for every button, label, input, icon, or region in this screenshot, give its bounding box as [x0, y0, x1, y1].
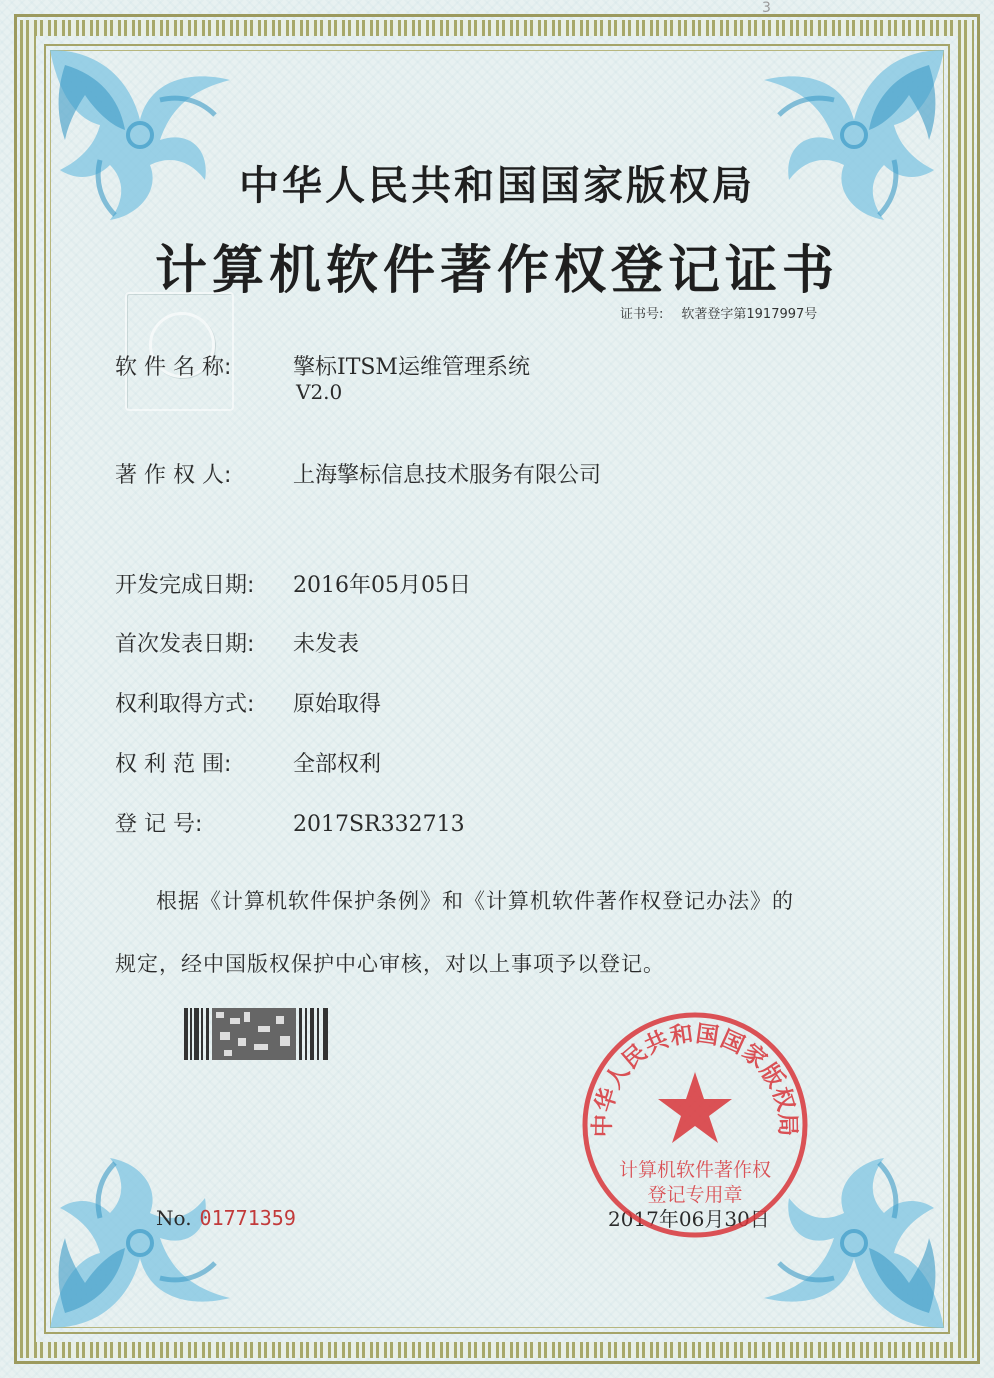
field-completion-date [115, 568, 471, 599]
official-seal-icon [580, 1010, 810, 1240]
field-value: 上海擎标信息技术服务有限公司 [293, 463, 602, 488]
cert-no-label: 证书号: [620, 307, 664, 322]
field-label: 权利取得方式: [115, 692, 255, 717]
marginal-note: 3 [762, 0, 771, 16]
cert-no-value: 软著登字第1917997号 [681, 307, 818, 322]
certificate-number [620, 303, 817, 322]
field-label: 著 作 权 人: [115, 463, 232, 488]
barcode-icon [184, 1008, 330, 1060]
statement-line-1: 根据《计算机软件保护条例》和《计算机软件著作权登记办法》的 [156, 889, 794, 913]
field-value: 2017SR332713 [293, 812, 465, 837]
software-version: V2.0 [296, 380, 343, 404]
seal-inner-line-2: 登记专用章 [647, 1184, 743, 1206]
serial-label: No. [156, 1206, 192, 1230]
issue-date: 2017年06月30日 [608, 1207, 770, 1231]
field-value: 原始取得 [293, 692, 382, 717]
field-value: 2016年05月05日 [293, 573, 471, 598]
corner-ornament-icon [40, 1138, 240, 1338]
field-value: 擎标ITSM运维管理系统 [293, 355, 530, 380]
field-registration-no [115, 807, 465, 838]
field-label: 首次发表日期: [115, 632, 255, 657]
field-label: 软 件 名 称: [115, 355, 232, 380]
field-software-name [115, 350, 530, 381]
field-value: 未发表 [293, 632, 360, 657]
field-label: 登 记 号: [115, 812, 203, 837]
statement-line-2: 规定，经中国版权保护中心审核，对以上事项予以登记。 [115, 952, 665, 976]
serial-value: 01771359 [199, 1206, 296, 1230]
field-label: 开发完成日期: [115, 573, 255, 598]
certificate-title: 计算机软件著作权登记证书 [154, 241, 839, 301]
field-copyright-owner [115, 458, 601, 489]
serial-number [156, 1206, 296, 1230]
field-first-publish-date [115, 627, 359, 658]
field-label: 权 利 范 围: [115, 752, 232, 777]
seal-ring-text: 中华人民共和国国家版权局 [589, 1021, 801, 1138]
field-rights-scope [115, 747, 381, 778]
issuer-title: 中华人民共和国国家版权局 [239, 163, 755, 209]
seal-inner-line-1: 计算机软件著作权 [618, 1159, 772, 1181]
field-value: 全部权利 [293, 752, 382, 777]
field-rights-acquisition [115, 687, 381, 718]
